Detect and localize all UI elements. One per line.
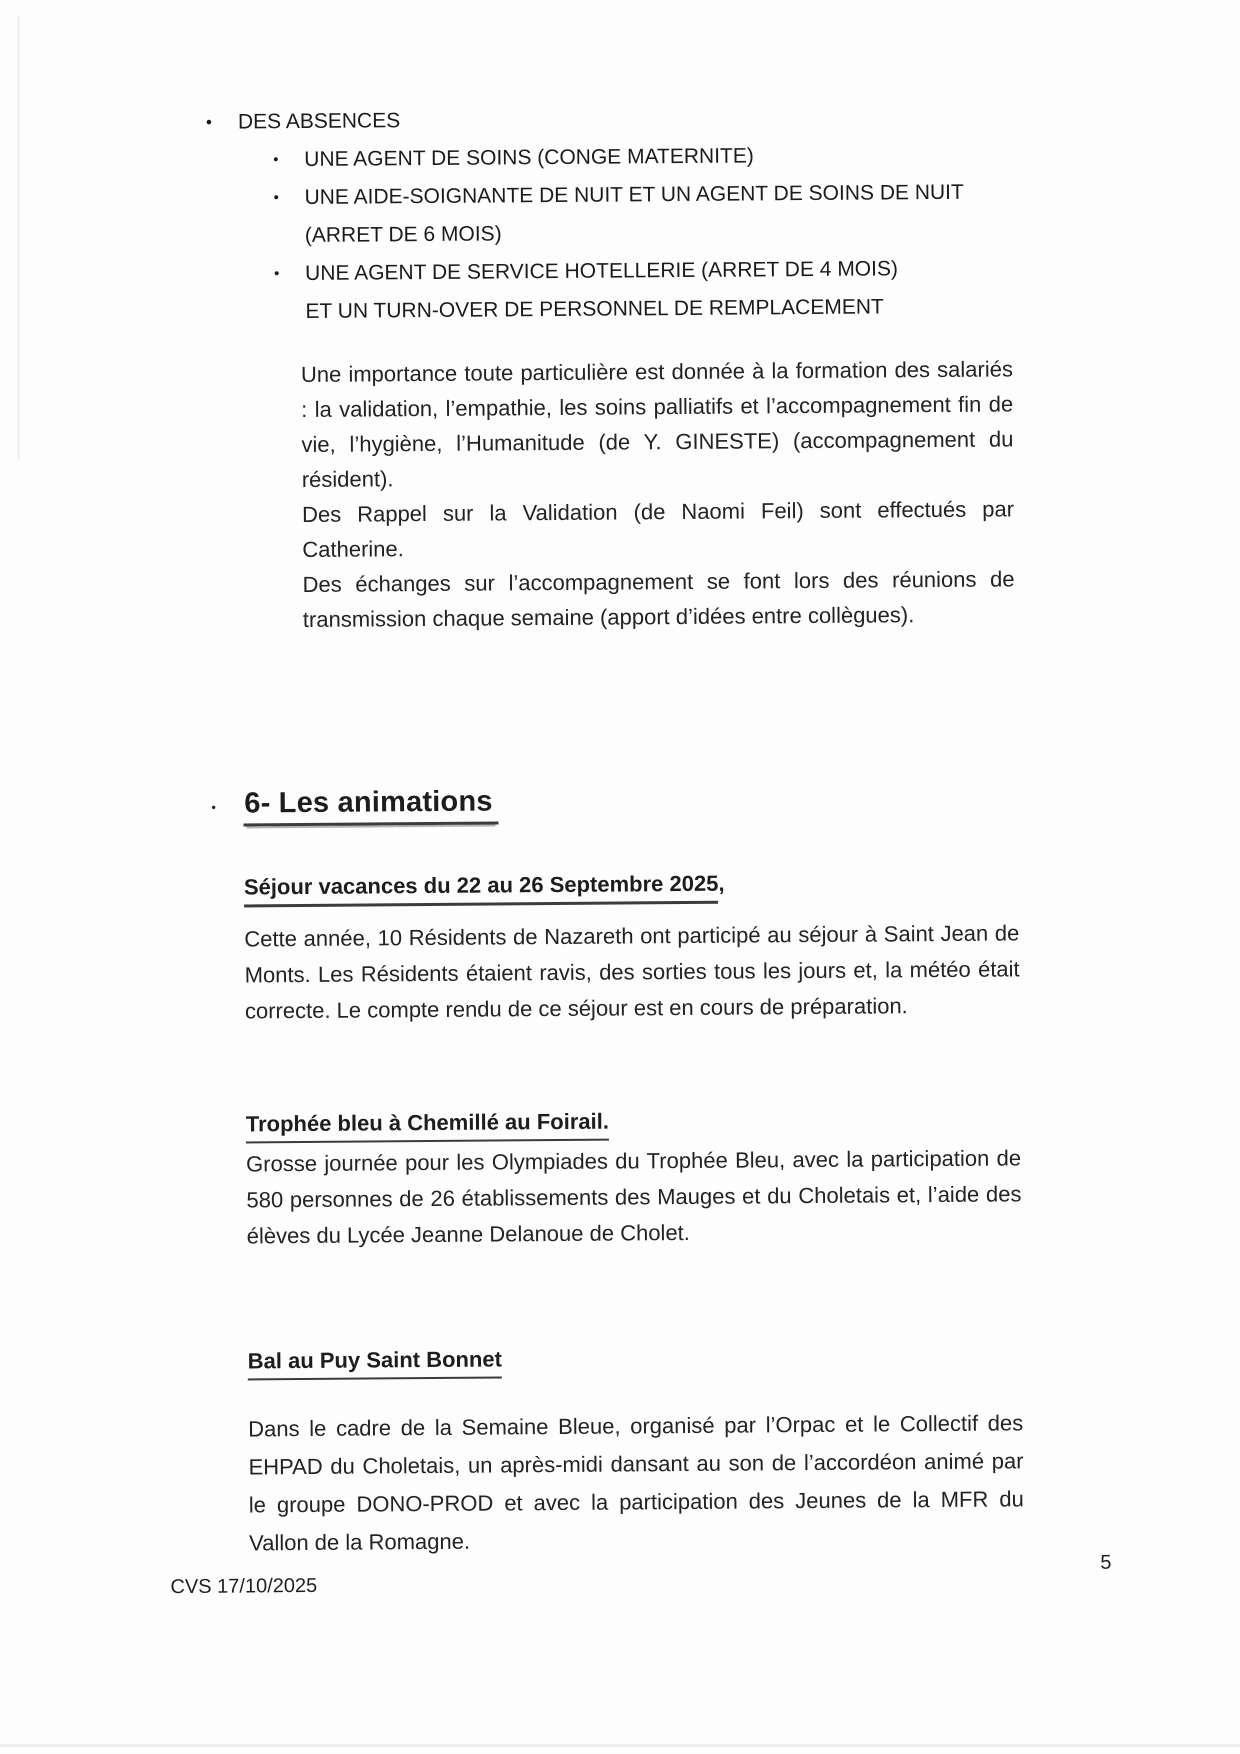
- subsection-title-text: Trophée bleu à Chemillé au Foirail.: [246, 1107, 609, 1144]
- paragraph: Des échanges sur l’accompagnement se font lors des réunions de transmission chaque semaine (apport d’idées entre collègues).: [302, 566, 1015, 632]
- absence-item-text: UNE AGENT DE SOINS (CONGE MATERNITE): [304, 144, 754, 171]
- section-bal-puy-saint-bonnet: [248, 1340, 1025, 1562]
- subsection-title: [244, 866, 1019, 907]
- formation-paragraphs: [301, 351, 1015, 637]
- paragraph: Une importance toute particulière est donnée à la formation des salariés : la validation, l’empathie, les soins palliatifs et l’accompagnement fin de vie, l’hygiène, l’Humanitude (de Y. GINESTE) (accompagnement du résident).: [300, 356, 1014, 493]
- subsection-body: Grosse journée pour les Olympiades du Trophée Bleu, avec la participation de 580 personnes de 26 établissements des Mauges et du Choletais et, l’aide des élèves du Lycée Jeanne Delanoue de Cholet.: [246, 1145, 1022, 1249]
- absence-item-text: ET UN TURN-OVER DE PERSONNEL DE REMPLACEMENT: [305, 295, 884, 323]
- subsection-body: Dans le cadre de la Semaine Bleue, organisé par l’Orpac et le Collectif des EHPAD du Choletais, un après-midi dansant au son de l’accordéon animé par le groupe DONO-PROD et avec la participation des Jeunes de la MFR du Vallon de la Romagne.: [248, 1410, 1024, 1556]
- footer-doc-reference: CVS 17/10/2025: [170, 1574, 318, 1599]
- absences-sublist: [273, 135, 1037, 331]
- subsection-title-text: Séjour vacances du 22 au 26 Septembre 2025: [244, 869, 719, 908]
- bullet-icon: •: [273, 151, 279, 169]
- absences-list: [205, 0, 1038, 332]
- list-item: [274, 249, 1038, 331]
- section-heading-text: 6- Les animations: [243, 785, 499, 826]
- subsection-body: Cette année, 10 Résidents de Nazareth ont participé au séjour à Saint Jean de Monts. Les Résidents étaient ravis, des sorties tous les jours et, la météo était correcte. Le compte rendu de ce séjour est en cours de préparation.: [244, 920, 1020, 1024]
- absence-item-text: (ARRET DE 6 MOIS): [304, 222, 502, 247]
- bullet-icon: •: [211, 799, 216, 815]
- page-number: 5: [1100, 1551, 1112, 1574]
- absence-item-text: UNE AGENT DE SERVICE HOTELLERIE (ARRET DE 4 MOIS): [305, 257, 899, 285]
- absences-title: DES ABSENCES: [237, 109, 401, 134]
- bullet-icon: •: [274, 265, 280, 283]
- section-heading: [243, 785, 499, 826]
- list-item: [273, 173, 1037, 255]
- subsection-title: [248, 1340, 1023, 1380]
- heading-row: [211, 780, 1240, 827]
- list-item: [206, 97, 1036, 142]
- subsection-title-suffix: ,: [718, 870, 725, 896]
- bullet-icon: •: [273, 189, 279, 207]
- subsection-title: [246, 1103, 1021, 1143]
- list-item: [273, 135, 1036, 179]
- section-trophee-bleu: [246, 1103, 1022, 1254]
- absence-item-text: UNE AIDE-SOIGNANTE DE NUIT ET UN AGENT DE SOINS DE NUIT: [304, 180, 964, 209]
- bullet-icon: •: [205, 112, 212, 132]
- scan-artifact-bottom-line: [0, 1744, 1240, 1747]
- subsection-title-text: Bal au Puy Saint Bonnet: [248, 1344, 503, 1380]
- paragraph: Des Rappel sur la Validation (de Naomi Feil) sont effectués par Catherine.: [301, 496, 1015, 562]
- section-sejour-vacances: [244, 866, 1020, 1029]
